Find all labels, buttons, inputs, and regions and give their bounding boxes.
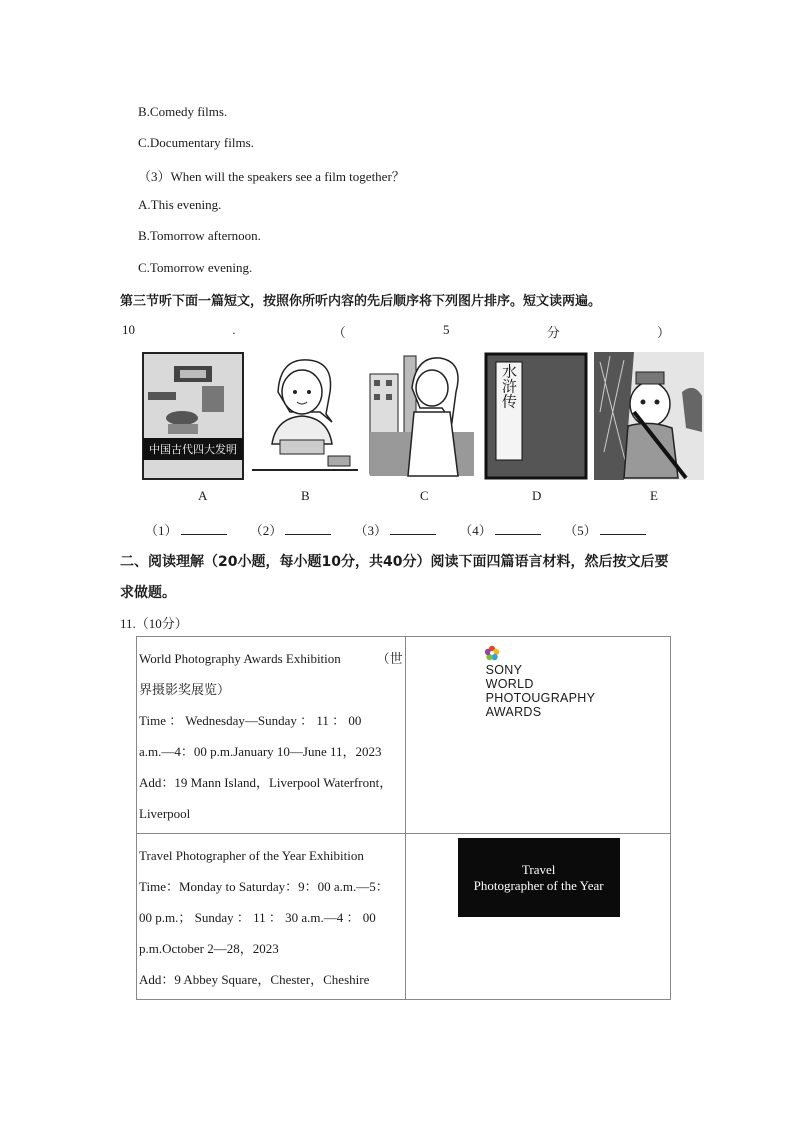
ad2-address: Add：9 Abbey Square，Chester，Cheshire: [139, 972, 370, 987]
ad1-title-cn: （世: [376, 651, 403, 666]
ads-table: [136, 636, 671, 1000]
score-value: 5: [442, 322, 450, 337]
blank-4[interactable]: [495, 522, 541, 535]
ad2-title: Travel Photographer of the Year Exhibition: [139, 848, 364, 863]
travel-logo-cell: [405, 834, 670, 1000]
picture-b: [250, 352, 360, 480]
travel-logo: [458, 838, 620, 917]
section3-heading: 第三节听下面一篇短文，按照你所听内容的先后顺序将下列图片排序。短文读两遍。: [120, 294, 602, 309]
picture-label-a: A: [198, 488, 208, 503]
ad1-title: World Photography Awards Exhibition: [139, 651, 341, 666]
sony-flower-icon: [484, 645, 500, 661]
blank-4-label: （4）: [459, 523, 492, 538]
blank-1[interactable]: [181, 522, 227, 535]
picture-a: [142, 352, 244, 480]
sony-line-2: WORLD: [485, 677, 534, 691]
picture-a-caption: 中国古代四大发明: [149, 443, 237, 456]
picture-e: [594, 352, 704, 480]
sony-line-4: AWARDS: [485, 705, 542, 719]
blank-2[interactable]: [285, 522, 331, 535]
ad2-time-2: 00 p.m.； Sunday ： 11 ： 30 a.m.—4 ： 00: [139, 910, 376, 925]
sony-line-1: SONY: [485, 663, 523, 677]
picture-row: [138, 352, 708, 482]
ad1-title-cn-2: 界摄影奖展览）: [139, 682, 231, 697]
blank-3[interactable]: [390, 522, 436, 535]
ad2-time-3: p.m.October 2—28，2023: [139, 941, 279, 956]
picture-labels: [138, 488, 708, 504]
sony-logo-text: [486, 663, 596, 719]
ad-text-cell: [137, 834, 406, 1000]
travel-logo-line-1: Travel: [521, 861, 556, 877]
picture-c: [368, 352, 476, 480]
picture-d-title: 水浒传: [500, 363, 518, 409]
travel-logo-line-2: Photographer of the Year: [473, 877, 604, 893]
blank-1-label: （1）: [145, 523, 178, 538]
ad1-time-2: a.m.—4：00 p.m.January 10—June 11，2023: [139, 744, 382, 759]
question-3: （3）When will the speakers see a film together？: [138, 169, 405, 184]
question-11: 11.（10分）: [120, 616, 188, 631]
option-b-text: B.Comedy films.: [138, 104, 228, 119]
picture-label-b: B: [301, 488, 310, 503]
sony-logo-cell: [405, 637, 670, 834]
ad1-address: Add：19 Mann Island，Liverpool Waterfront，: [139, 775, 393, 790]
ad-text-cell: [137, 637, 406, 834]
paren-close: ）: [656, 325, 670, 340]
picture-label-c: C: [420, 488, 429, 503]
option-c-text: C.Documentary films.: [138, 135, 254, 150]
blank-5-label: （5）: [564, 523, 597, 538]
picture-d: [484, 352, 588, 480]
blank-5[interactable]: [600, 522, 646, 535]
ad-row-travel-photographer: [137, 834, 671, 1000]
option-c-text: C.Tomorrow evening.: [138, 260, 253, 275]
part2-heading-line2: 求做题。: [120, 585, 176, 601]
ad-row-world-photography: [137, 637, 671, 834]
question-number: 10: [122, 322, 135, 337]
paren-open: （: [332, 325, 346, 340]
sony-line-3: PHOTOUGRAPHY: [485, 691, 596, 705]
ad1-address-2: Liverpool: [139, 806, 191, 821]
answer-blanks: [145, 520, 666, 539]
score-unit: 分: [546, 325, 560, 340]
picture-label-d: D: [532, 488, 542, 503]
picture-label-e: E: [650, 488, 658, 503]
ad1-time: Time ： Wednesday—Sunday ： 11 ： 00: [139, 713, 362, 728]
blank-3-label: （3）: [354, 523, 388, 538]
option-a-text: A.This evening.: [138, 197, 222, 212]
ad2-time: Time：Monday to Saturday：9：00 a.m.—5：: [139, 879, 389, 894]
question-10-line: [122, 322, 670, 341]
blank-2-label: （2）: [249, 523, 283, 538]
question-dot: .: [232, 322, 236, 337]
part2-heading-line1: 二、阅读理解（20小题，每小题10分，共40分）阅读下面四篇语言材料，然后按文后要: [120, 554, 669, 570]
option-b-text: B.Tomorrow afternoon.: [138, 228, 261, 243]
